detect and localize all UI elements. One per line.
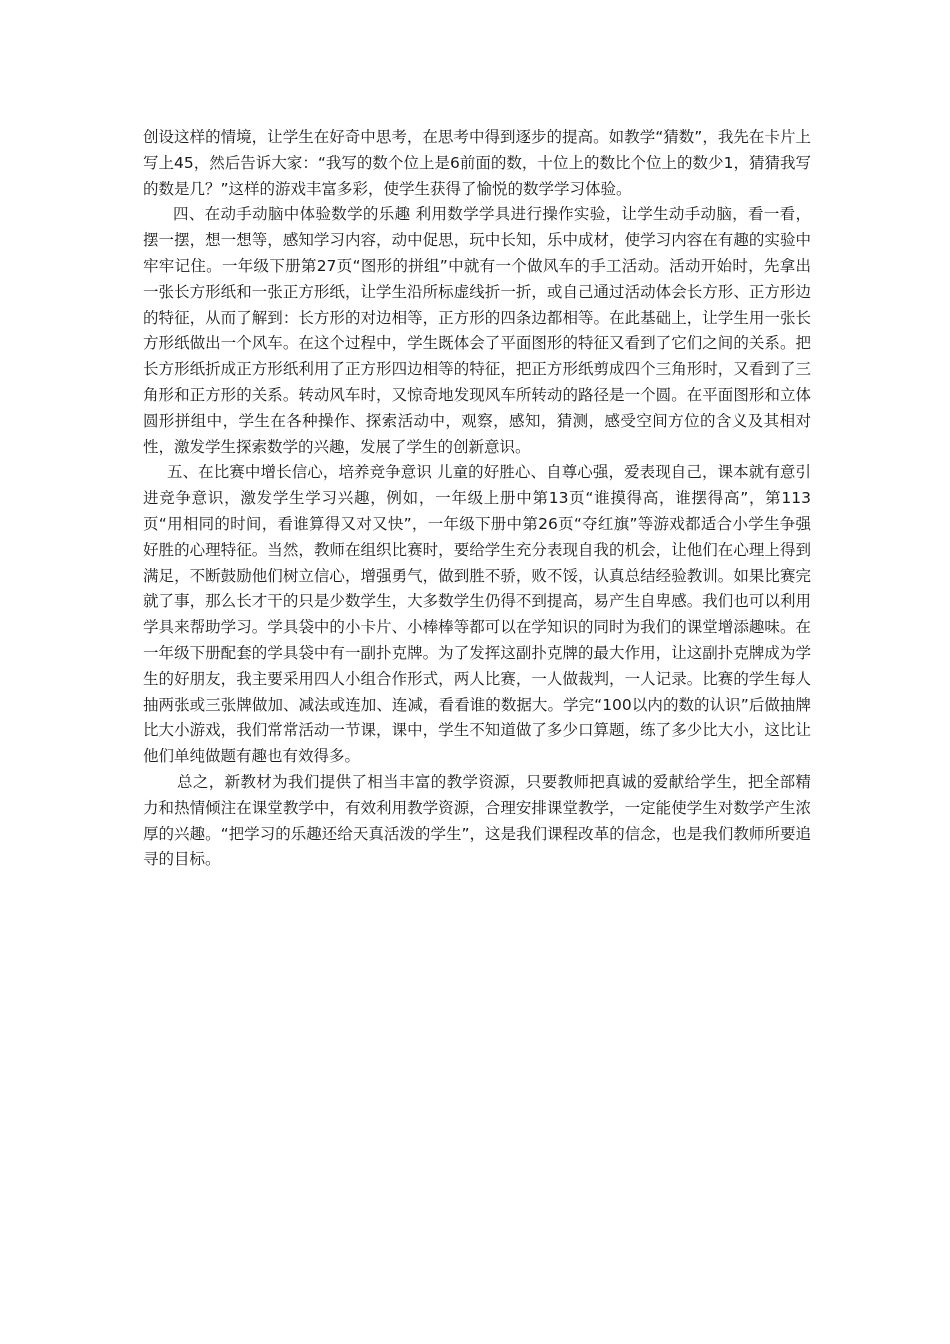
- paragraph-conclusion: 总之，新教材为我们提供了相当丰富的教学资源，只要教师把真诚的爱献给学生，把全部精力和热情倾注在课堂教学中，有效利用教学资源，合理安排课堂教学，一定能使学生对数学产生浓厚的兴趣。“把学习的乐趣还给天真活泼的学生”，这是我们课程改革的信念，也是我们教师所要追寻的目标。: [143, 772, 811, 869]
- article-body: [143, 125, 811, 873]
- paragraph-intro-continuation: 创设这样的情境，让学生在好奇中思考，在思考中得到逐步的提高。如教学“猜数”，我先在卡片上写上45，然后告诉大家：“我写的数个位上是6前面的数，十位上的数比个位上的数少1，猜猜我写的数是几？”这样的游戏丰富多彩，使学生获得了愉悦的数学学习体验。: [143, 128, 811, 198]
- paragraph-section-five: 五、在比赛中增长信心，培养竞争意识 儿童的好胜心、自尊心强，爱表现自己，课本就有意引进竞争意识，激发学生学习兴趣，例如，一年级上册中第13页“谁摸得高，谁摆得高”，第113页“用相同的时间，看谁算得又对又快”，一年级下册中第26页“夺红旗”等游戏都适合小学生争强好胜的心理特征。当然，教师在组织比赛时，要给学生充分表现自我的机会，让他们在心理上得到满足，不断鼓励他们树立信心，增强勇气，做到胜不骄，败不馁，认真总结经验教训。如果比赛完就了事，那么长才干的只是少数学生，大多数学生仍得不到提高，易产生自卑感。我们也可以利用学具来帮助学习。学具袋中的小卡片、小棒棒等都可以在学知识的同时为我们的课堂增添趣味。在一年级下册配套的学具袋中有一副扑克牌。为了发挥这副扑克牌的最大作用，让这副扑克牌成为学生的好朋友，我主要采用四人小组合作形式，两人比赛，一人做裁判，一人记录。比赛的学生每人抽两张或三张牌做加、减法或连加、连减，看看谁的数据大。学完“100以内的数的认识”后做抽牌比大小游戏，我们常常活动一节课，课中，学生不知道做了多少口算题，练了多少比大小，这比让他们单纯做题有趣也有效得多。: [143, 463, 811, 766]
- paragraph-section-four: 四、在动手动脑中体验数学的乐趣 利用数学学具进行操作实验，让学生动手动脑，看一看，摆一摆，想一想等，感知学习内容，动中促思，玩中长知，乐中成材，使学习内容在有趣的实验中牢牢记住。一年级下册第27页“图形的拼组”中就有一个做风车的手工活动。活动开始时，先拿出一张长方形纸和一张正方形纸，让学生沿所标虚线折一折，或自己通过活动体会长方形、正方形边的特征，从而了解到：长方形的对边相等，正方形的四条边都相等。在此基础上，让学生用一张长方形纸做出一个风车。在这个过程中，学生既体会了平面图形的特征又看到了它们之间的关系。把长方形纸折成正方形纸利用了正方形四边相等的特征，把正方形纸剪成四个三角形时，又看到了三角形和正方形的关系。转动风车时，又惊奇地发现风车所转动的路径是一个圆。在平面图形和立体圆形拼组中，学生在各种操作、探索活动中，观察，感知，猜测，感受空间方位的含义及其相对性，激发学生探索数学的兴趣，发展了学生的创新意识。: [143, 205, 811, 456]
